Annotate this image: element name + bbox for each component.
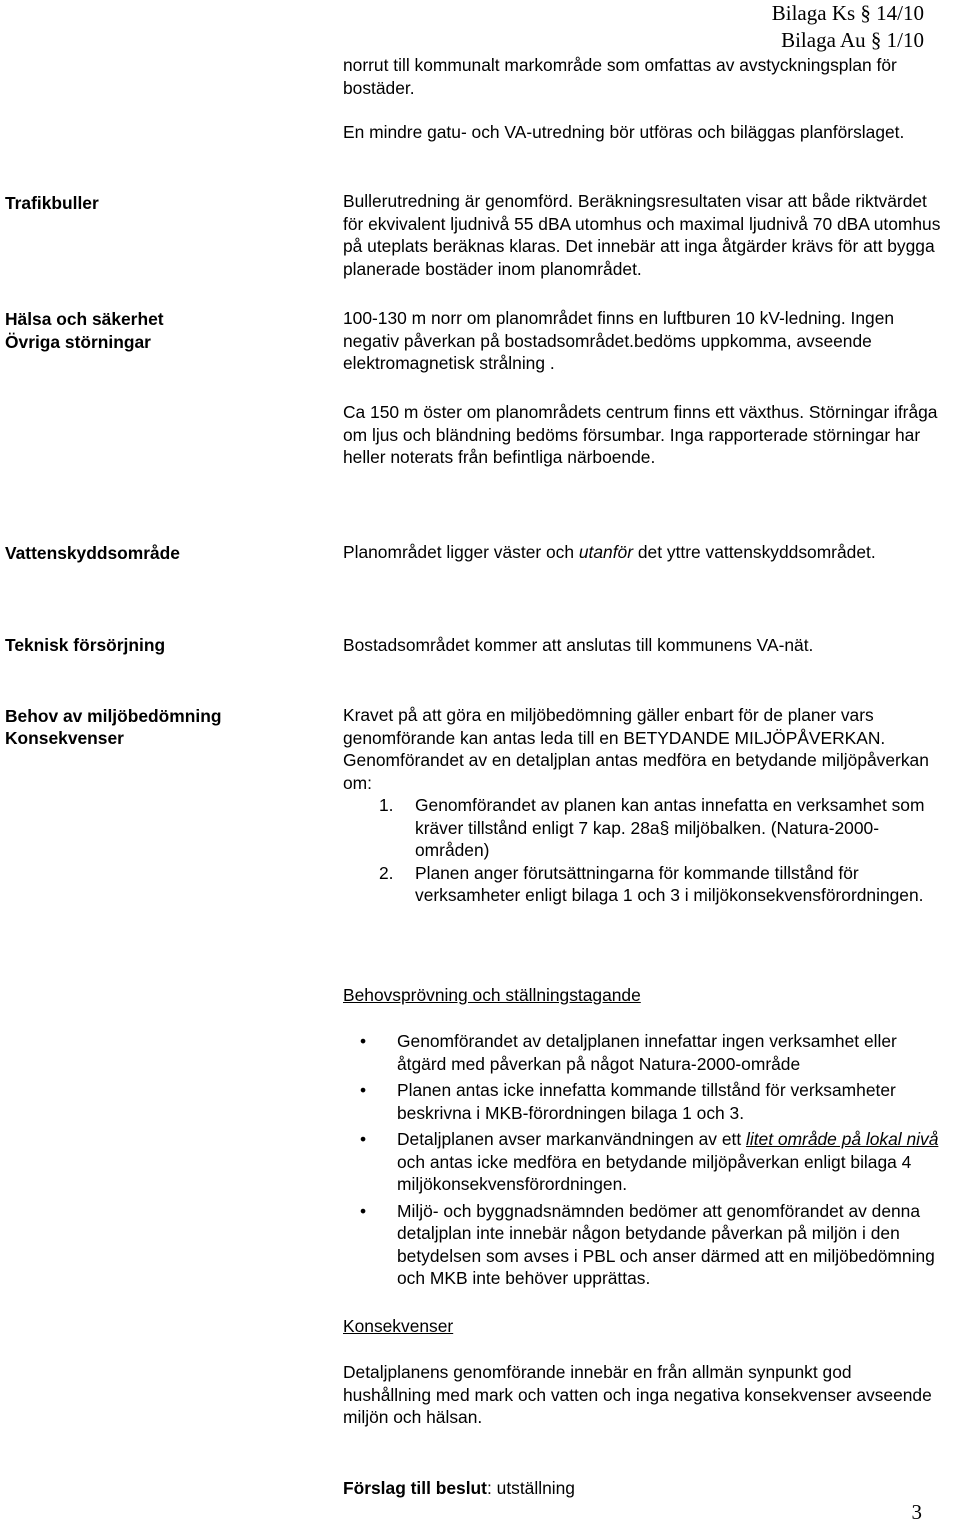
heading-trafikbuller: Trafikbuller bbox=[5, 193, 99, 213]
bullet-icon: • bbox=[360, 1129, 367, 1149]
list-item: • Detaljplanen avser markanvändningen av ett litet område på lokal nivå och antas icke medföra en betydande miljöpåverkan enligt bilaga 4 miljökonsekvensförordningen. bbox=[360, 1129, 939, 1194]
heading-konsekvenser-sub: Konsekvenser bbox=[343, 1316, 454, 1336]
header-line-au: Bilaga Au § 1/10 bbox=[781, 28, 924, 52]
halsa-text-1: 100-130 m norr om planområdet finns en luftburen 10 kV-ledning. Ingen negativ påverkan på bostadsområdet.bedöms uppkomma, avseende elektromagnetisk strålning . bbox=[343, 308, 895, 373]
list-item: • Planen antas icke innefatta kommande tillstånd för verksamheter beskrivna i MKB-förordningen bilaga 1 och 3. bbox=[360, 1080, 896, 1123]
heading-behov-miljobedomning: Behov av miljöbedömning bbox=[5, 706, 222, 726]
document-header bbox=[772, 0, 924, 54]
behovsprovning-list bbox=[343, 1030, 943, 1290]
list-item: • Miljö- och byggnadsnämnden bedömer att genomförandet av denna detaljplan inte innebär någon betydande påverkan på miljön i den betydelsen som avses i PBL och anser därmed att en miljöbedömning och MKB inte behöver upprättas. bbox=[360, 1200, 935, 1288]
behov-section bbox=[343, 704, 943, 907]
vatten-text: Planområdet ligger väster och utanför det yttre vattenskyddsområdet. bbox=[343, 542, 876, 562]
heading-behovsprovning: Behovsprövning och ställningstagande bbox=[343, 985, 641, 1005]
behov-text: Kravet på att göra en miljöbedömning gäller enbart för de planer vars genomförande kan antas leda till en BETYDANDE MILJÖPÅVERKAN. Genomförandet av en detaljplan antas medföra en betydande miljöpåverkan om: bbox=[343, 705, 929, 793]
list-item: 1. Genomförandet av planen kan antas innefatta en verksamhet som kräver tillstånd enligt 7 kap. 28a§ miljöbalken. (Natura-2000-områden) bbox=[379, 795, 925, 860]
heading-konsekvenser: Konsekvenser bbox=[5, 728, 124, 748]
heading-teknisk-forsorjning: Teknisk försörjning bbox=[5, 635, 166, 655]
behovsprovning-list-wrap bbox=[343, 1030, 943, 1294]
halsa-text-2: Ca 150 m öster om planområdets centrum finns ett växthus. Störningar ifråga om ljus och bländning bedöms försumbar. Inga rapporterade störningar har heller noterats från befintliga närboende. bbox=[343, 402, 938, 467]
forslag-till-beslut bbox=[343, 1477, 943, 1500]
bullet-icon: • bbox=[360, 1031, 367, 1051]
trafikbuller-text: Bullerutredning är genomförd. Beräkningsresultaten visar att både riktvärdet för ekvivalent ljudnivå 55 dBA utomhus och maximal ljudnivå 70 dBA utomhus på uteplats beräknas klaras. Det innebär att inga åtgärder krävs för att bygga planerade bostäder inom planområdet. bbox=[343, 191, 941, 279]
list-item: 2. Planen anger förutsättningarna för kommande tillstånd för verksamheter enligt bilaga 1 och 3 i miljökonsekvensförordningen. bbox=[379, 862, 924, 905]
forslag-value: : utställning bbox=[486, 1478, 575, 1498]
teknisk-text: Bostadsområdet kommer att anslutas till kommunens VA-nät. bbox=[343, 635, 814, 655]
header-line-ks: Bilaga Ks § 14/10 bbox=[771, 1, 924, 25]
forslag-label: Förslag till beslut bbox=[343, 1478, 487, 1498]
intro-paragraph-2: En mindre gatu- och VA-utredning bör utföras och biläggas planförslaget. bbox=[343, 122, 905, 142]
page-number: 3 bbox=[911, 1500, 922, 1524]
bullet-icon: • bbox=[360, 1080, 367, 1100]
heading-halsa-sakerhet: Hälsa och säkerhet bbox=[5, 309, 164, 329]
list-item: • Genomförandet av detaljplanen innefattar ingen verksamhet eller åtgärd med påverkan på något Natura-2000-område bbox=[360, 1031, 897, 1074]
bullet-icon: • bbox=[360, 1200, 367, 1221]
heading-vattenskyddsomrade: Vattenskyddsområde bbox=[5, 543, 180, 563]
vatten-emphasis: utanför bbox=[578, 542, 634, 562]
konsekvenser-text: Detaljplanens genomförande innebär en från allmän synpunkt god hushållning med mark och vatten och inga negativa konsekvenser avseende miljön och hälsan. bbox=[343, 1362, 932, 1427]
heading-ovriga-storningar: Övriga störningar bbox=[5, 332, 151, 352]
criteria-list bbox=[343, 794, 943, 907]
emphasis-local-level: litet område på lokal nivå bbox=[746, 1129, 939, 1149]
intro-paragraph-1: norrut till kommunalt markområde som omfattas av avstyckningsplan för bostäder. bbox=[343, 55, 897, 98]
